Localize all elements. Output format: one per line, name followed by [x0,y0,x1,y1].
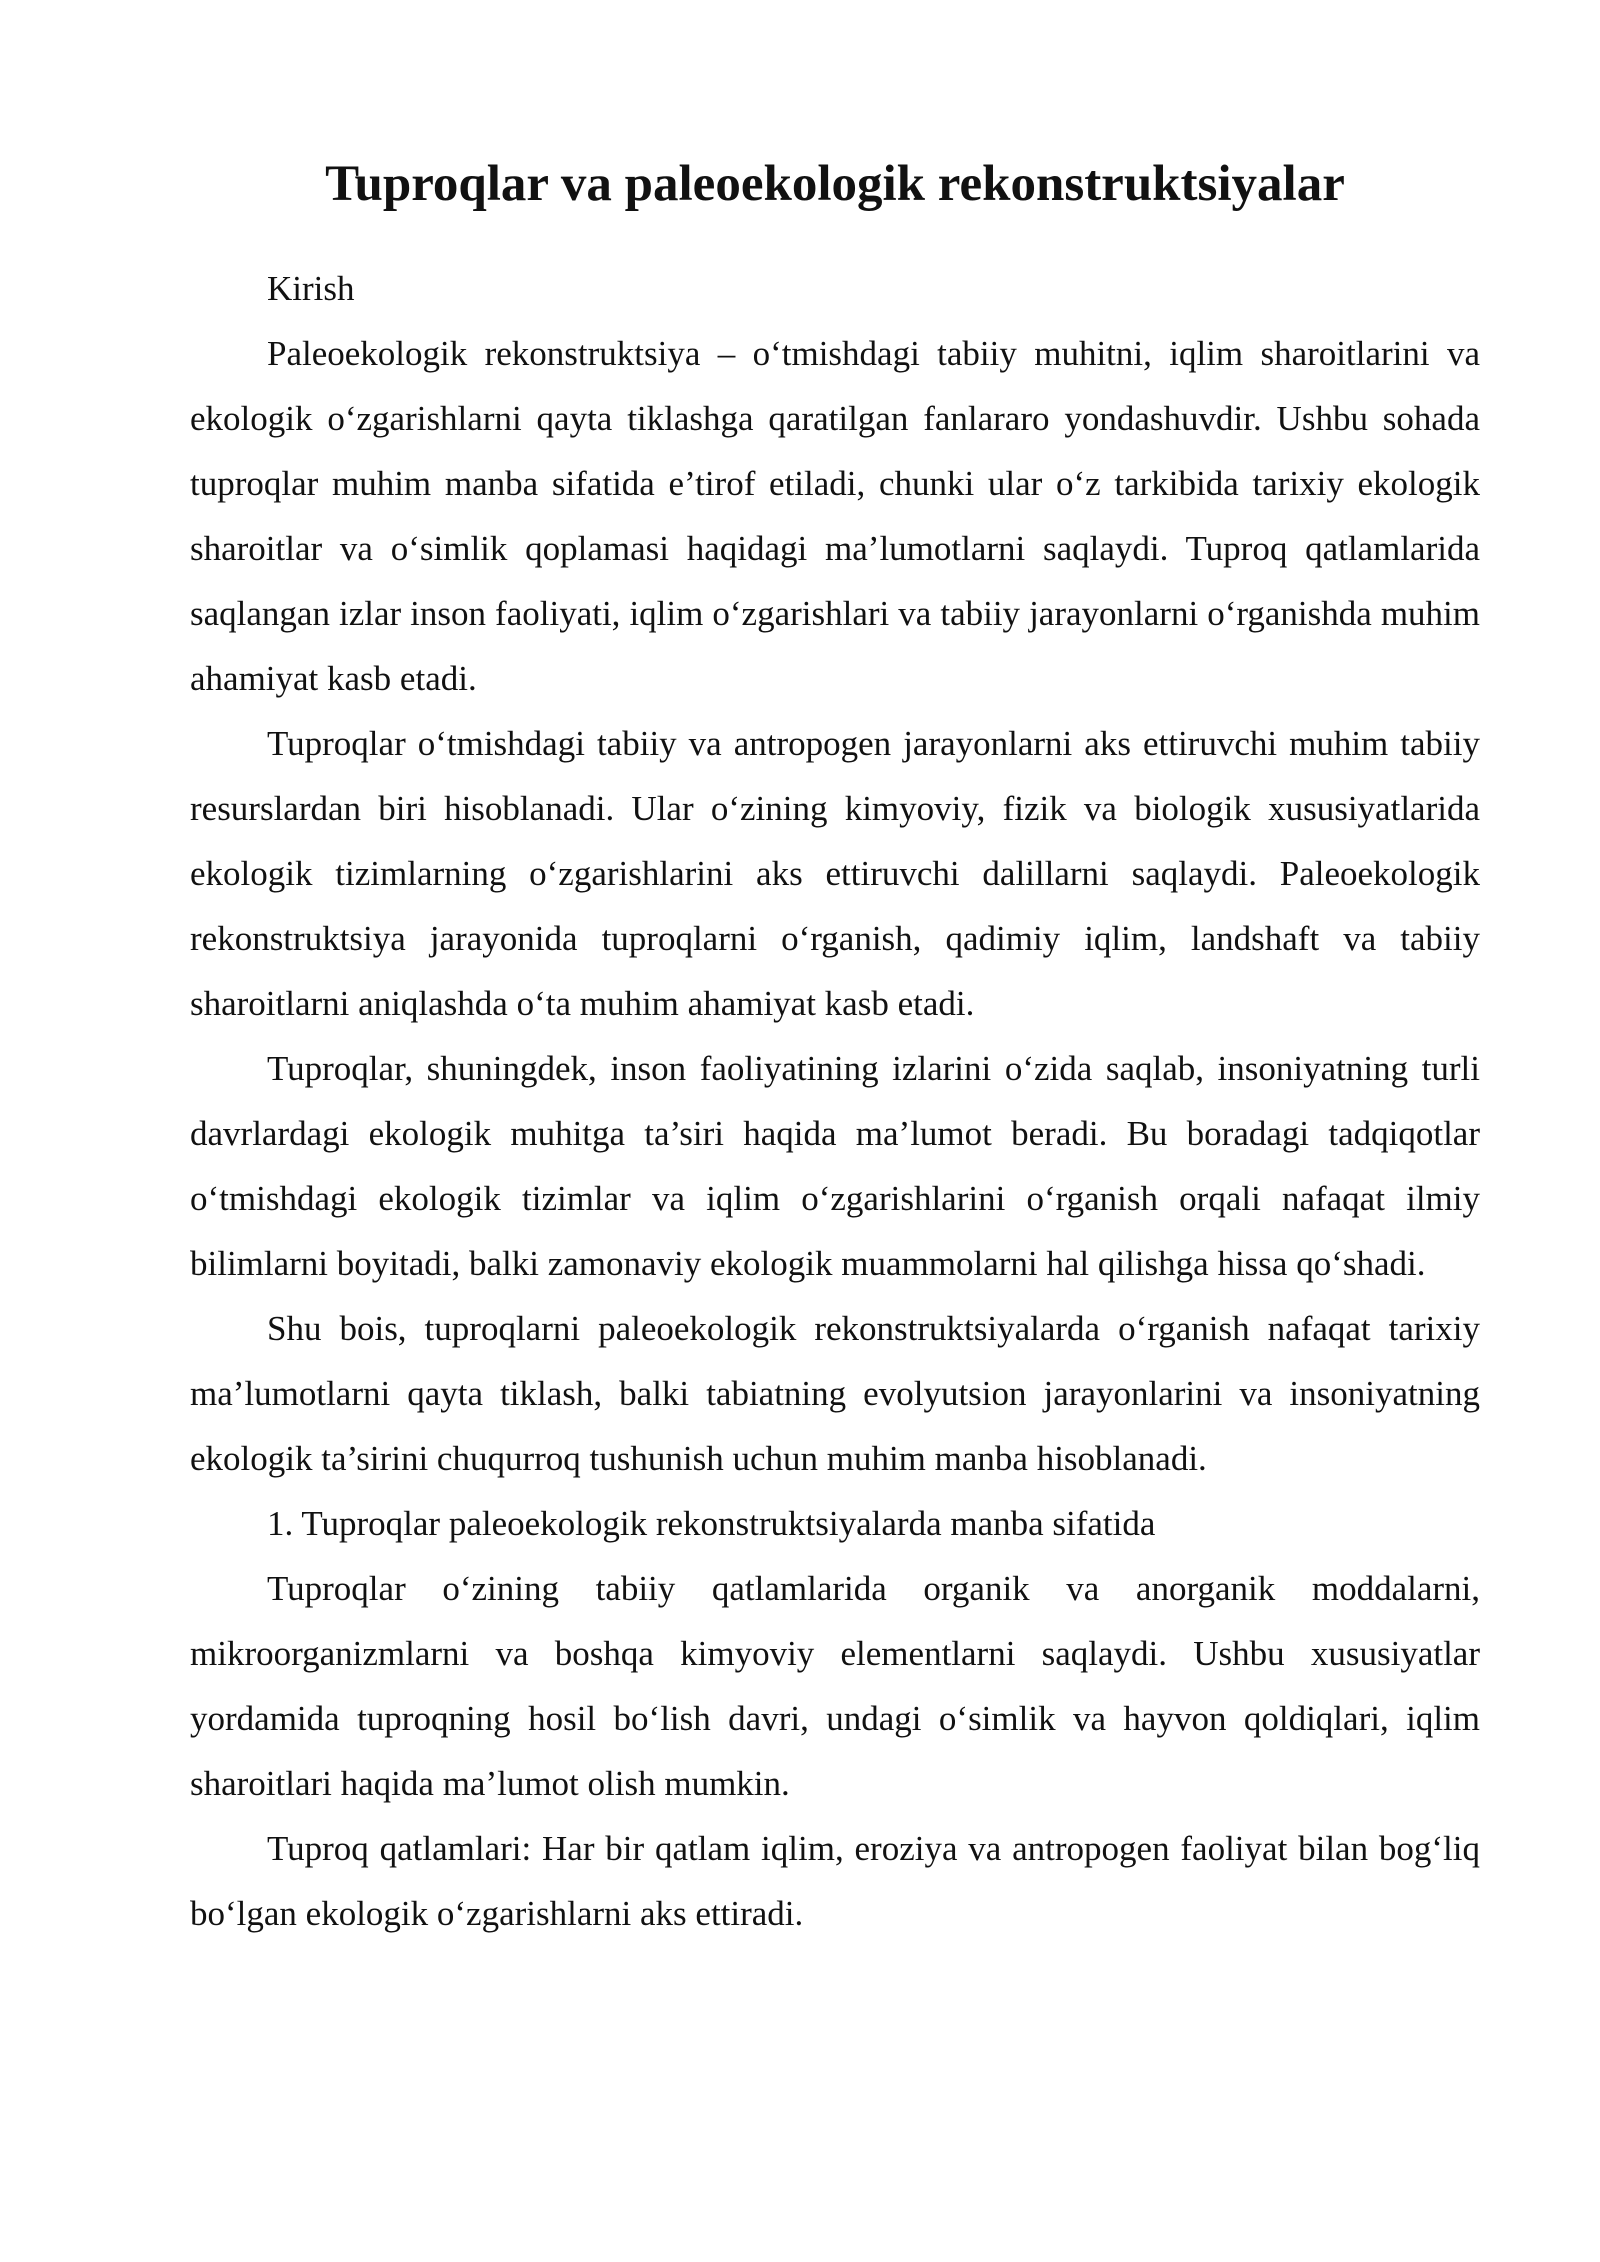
section-1-paragraph-1: Tuproqlar o‘zining tabiiy qatlamlarida organik va anorganik moddalarni, mikroorganizmlarni va boshqa kimyoviy elementlarni saqlaydi. Ushbu xususiyatlar yordamida tuproqning hosil bo‘lish davri, undagi o‘simlik va hayvon qoldiqlari, iqlim sharoitlari haqida ma’lumot olish mumkin. [190,1569,1480,1803]
intro-paragraph-1: Paleoekologik rekonstruktsiya – o‘tmishdagi tabiiy muhitni, iqlim sharoitlarini va ekologik o‘zgarishlarni qayta tiklashga qaratilgan fanlararo yondashuvdir. Ushbu sohada tuproqlar muhim manba sifatida e’tirof etiladi, chunki ular o‘z tarkibida tarixiy ekologik sharoitlar va o‘simlik qoplamasi haqidagi ma’lumotlarni saqlaydi. Tuproq qatlamlarida saqlangan izlar inson faoliyati, iqlim o‘zgarishlari va tabiiy jarayonlarni o‘rganishda muhim ahamiyat kasb etadi. [190,334,1480,698]
document-page [190,0,1480,2262]
intro-paragraph-4: Shu bois, tuproqlarni paleoekologik rekonstruktsiyalarda o‘rganish nafaqat tarixiy ma’lumotlarni qayta tiklash, balki tabiatning evolyutsion jarayonlarini va insoniyatning ekologik ta’sirini chuqurroq tushunish uchun muhim manba hisoblanadi. [190,1309,1480,1478]
intro-heading: Kirish [267,269,355,308]
section-1-paragraph-2: Tuproq qatlamlari: Har bir qatlam iqlim, eroziya va antropogen faoliyat bilan bog‘liq bo‘lgan ekologik o‘zgarishlarni aks ettiradi. [190,1829,1480,1933]
intro-paragraph-2: Tuproqlar o‘tmishdagi tabiiy va antropogen jarayonlarni aks ettiruvchi muhim tabiiy resurslardan biri hisoblanadi. Ular o‘zining kimyoviy, fizik va biologik xususiyatlarida ekologik tizimlarning o‘zgarishlarini aks ettiruvchi dalillarni saqlaydi. Paleoekologik rekonstruktsiya jarayonida tuproqlarni o‘rganish, qadimiy iqlim, landshaft va tabiiy sharoitlarni aniqlashda o‘ta muhim ahamiyat kasb etadi. [190,724,1480,1023]
section-1-heading: 1. Tuproqlar paleoekologik rekonstruktsiyalarda manba sifatida [267,1504,1156,1543]
document-title: Tuproqlar va paleoekologik rekonstruktsiyalar [325,156,1345,212]
intro-paragraph-3: Tuproqlar, shuningdek, inson faoliyatining izlarini o‘zida saqlab, insoniyatning turli davrlardagi ekologik muhitga ta’siri haqida ma’lumot beradi. Bu boradagi tadqiqotlar o‘tmishdagi ekologik tizimlar va iqlim o‘zgarishlarini o‘rganish orqali nafaqat ilmiy bilimlarni boyitadi, balki zamonaviy ekologik muammolarni hal qilishga hissa qo‘shadi. [190,1049,1480,1283]
